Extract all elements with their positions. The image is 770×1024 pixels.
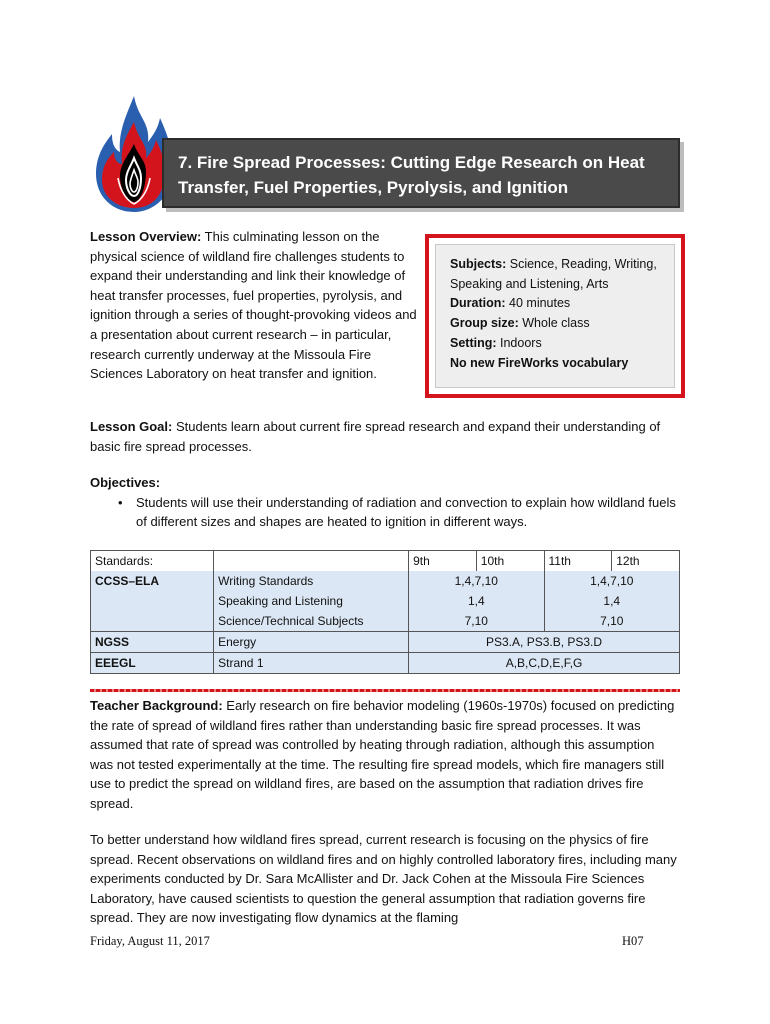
standard-topic: Science/Technical Subjects (214, 611, 409, 632)
standard-topic: Energy (214, 632, 409, 653)
standards-label: Standards: (91, 551, 214, 572)
setting-line: Setting: Indoors (450, 335, 542, 350)
footer-date: Friday, August 11, 2017 (90, 934, 210, 948)
table-row (91, 551, 680, 572)
subjects-line: Subjects: Science, Reading, Writing, Speaking and Listening, Arts (450, 257, 657, 291)
standard-topic: Writing Standards (214, 571, 409, 591)
standard-org: EEEGL (91, 653, 214, 674)
group-size-line: Group size: Whole class (450, 316, 590, 331)
standard-org: CCSS–ELA (91, 571, 214, 591)
lesson-goal (90, 417, 690, 456)
standard-org: NGSS (91, 632, 214, 653)
goal-label: Lesson Goal: (90, 419, 173, 434)
standard-value: 1,4 (409, 591, 544, 611)
standard-value: 1,4,7,10 (409, 571, 544, 591)
overview-label: Lesson Overview: (90, 229, 202, 244)
overview-text: This culminating lesson on the physical science of wildland fire challenges students to expand their understanding and link their knowledge of heat transfer processes, fuel properties, pyrolysis, and ignition through a series of thought-provoking videos and a presentation about current research – in particular, research currently underway at the Missoula Fire Sciences Laboratory on heat transfer and ignition. (90, 229, 417, 382)
standard-topic: Strand 1 (214, 653, 409, 674)
lesson-title: 7. Fire Spread Processes: Cutting Edge Research on Heat Transfer, Fuel Properties, Pyrolysis, and Ignition (178, 153, 645, 197)
standard-value: 7,10 (409, 611, 544, 632)
table-row (91, 591, 680, 611)
table-row (91, 571, 680, 591)
grade-header: 10th (476, 551, 544, 572)
duration-line: Duration: 40 minutes (450, 296, 571, 311)
background-text: Early research on fire behavior modeling (1960s-1970s) focused on predicting the rate of spread of wildland fires rather than understanding basic fire spread processes. It was assumed that rate of spread was controlled by heating through radiation, although this assumption was not tested experimentally at the time. The resulting fire spread models, which fire managers still use to predict the spread on wildland fires, are based on the assumption that radiation drives fire spread. (90, 698, 675, 811)
background-label: Teacher Background: (90, 698, 223, 713)
teacher-background (90, 696, 680, 814)
standard-value: A,B,C,D,E,F,G (409, 653, 680, 674)
lesson-title-banner (162, 138, 680, 208)
standard-value: 7,10 (544, 611, 679, 632)
objective-text: Students will use their understanding of radiation and convection to explain how wildland fuels of different sizes and shapes are heated to ignition in different ways. (136, 494, 676, 530)
objectives-label: Objectives: (90, 475, 161, 490)
lesson-info-box (425, 234, 685, 398)
grade-header: 9th (409, 551, 477, 572)
list-item (90, 493, 690, 532)
table-row (91, 653, 680, 674)
standard-value: 1,4 (544, 591, 679, 611)
objectives-section (90, 473, 690, 532)
section-divider (90, 689, 680, 692)
grade-header: 12th (612, 551, 680, 572)
bullet-icon: • (118, 494, 123, 510)
grade-header: 11th (544, 551, 612, 572)
background-paragraph-2: To better understand how wildland fires spread, current research is focusing on the physics of fire spread. Recent observations on wildland fires and on highly controlled laboratory fires, including many experiments conducted by Dr. Sara McAllister and Dr. Jack Cohen at the Missoula Fire Sciences Laboratory, have caused scientists to question the general assumption that radiation governs fire spread. They are now investigating flow dynamics at the flaming (90, 832, 677, 926)
footer-page-code: H07 (622, 934, 644, 948)
vocab-note: No new FireWorks vocabulary (450, 355, 629, 370)
goal-text: Students learn about current fire spread research and expand their understanding of basic fire spread processes. (90, 419, 661, 454)
standards-table (90, 550, 680, 674)
standard-value: PS3.A, PS3.B, PS3.D (409, 632, 680, 653)
standard-value: 1,4,7,10 (544, 571, 679, 591)
lesson-overview (90, 227, 420, 384)
table-row (91, 611, 680, 632)
table-row (91, 632, 680, 653)
standard-topic: Speaking and Listening (214, 591, 409, 611)
